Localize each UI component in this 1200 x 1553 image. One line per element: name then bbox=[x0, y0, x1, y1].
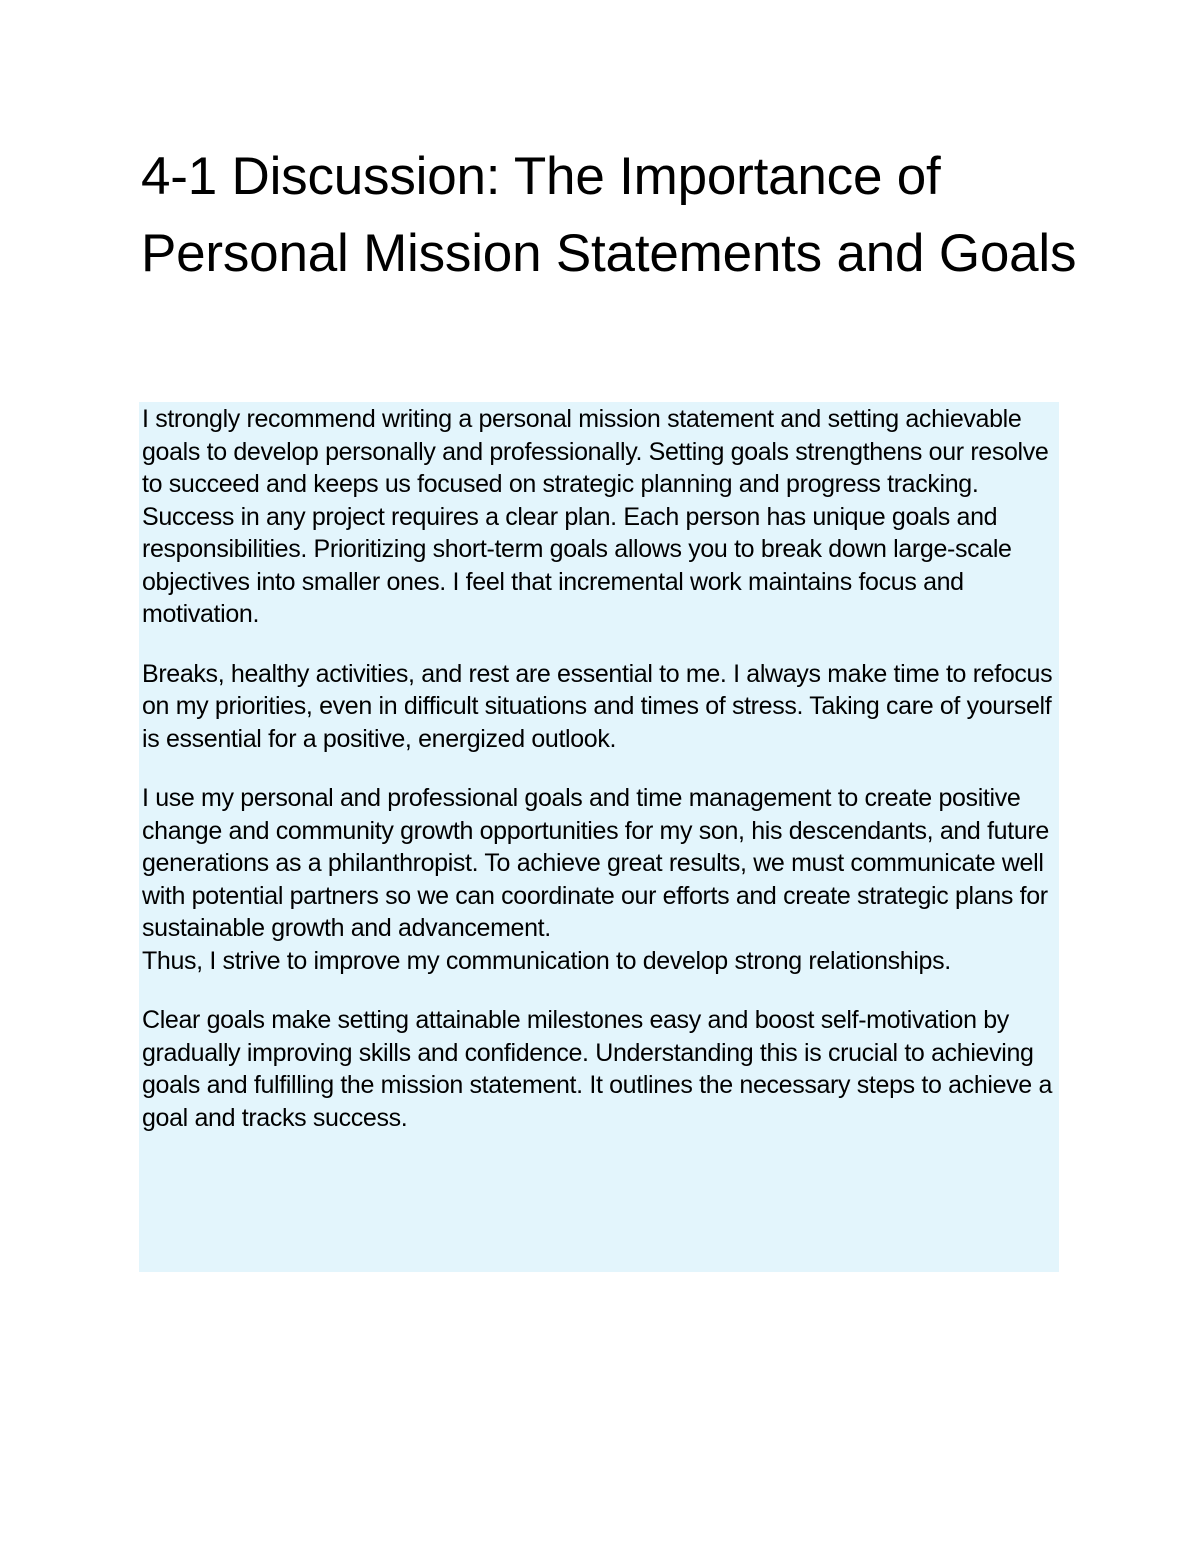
document-title: 4-1 Discussion: The Importance of Personal Mission Statements and Goals bbox=[141, 147, 1077, 283]
document-body bbox=[139, 402, 1059, 1272]
paragraph-self-care: Breaks, healthy activities, and rest are essential to me. I always make time to refocus on my priorities, even in difficult situations and times of stress. Taking care of yourself is essential for a positive, energized outlook. bbox=[142, 659, 1053, 753]
paragraph-goals: I strongly recommend writing a personal mission statement and setting achievable goals to develop personally and professionally. Setting goals strengthens our resolve to succeed and keeps us focused on strategic planning and progress tracking. Success in any project requires a clear plan. Each person has unique goals and responsibilities. Prioritizing short-term goals allows you to break down large-scale objectives into smaller ones. I feel that incremental work maintains focus and motivation. bbox=[142, 405, 1049, 628]
paragraph-philanthropy: I use my personal and professional goals and time management to create positive change and community growth opportunities for my son, his descendants, and future generations as a philanthropist. To achieve great results, we must communicate well with potential partners so we can coordinate our efforts and create strategic plans for sustainable growth and advancement. bbox=[142, 784, 1049, 942]
paragraph-communication: Thus, I strive to improve my communication to develop strong relationships. bbox=[142, 946, 951, 975]
paragraph-milestones: Clear goals make setting attainable milestones easy and boost self-motivation by gradually improving skills and confidence. Understanding this is crucial to achieving goals and fulfilling the mission statement. It outlines the necessary steps to achieve a goal and tracks success. bbox=[142, 1006, 1052, 1132]
